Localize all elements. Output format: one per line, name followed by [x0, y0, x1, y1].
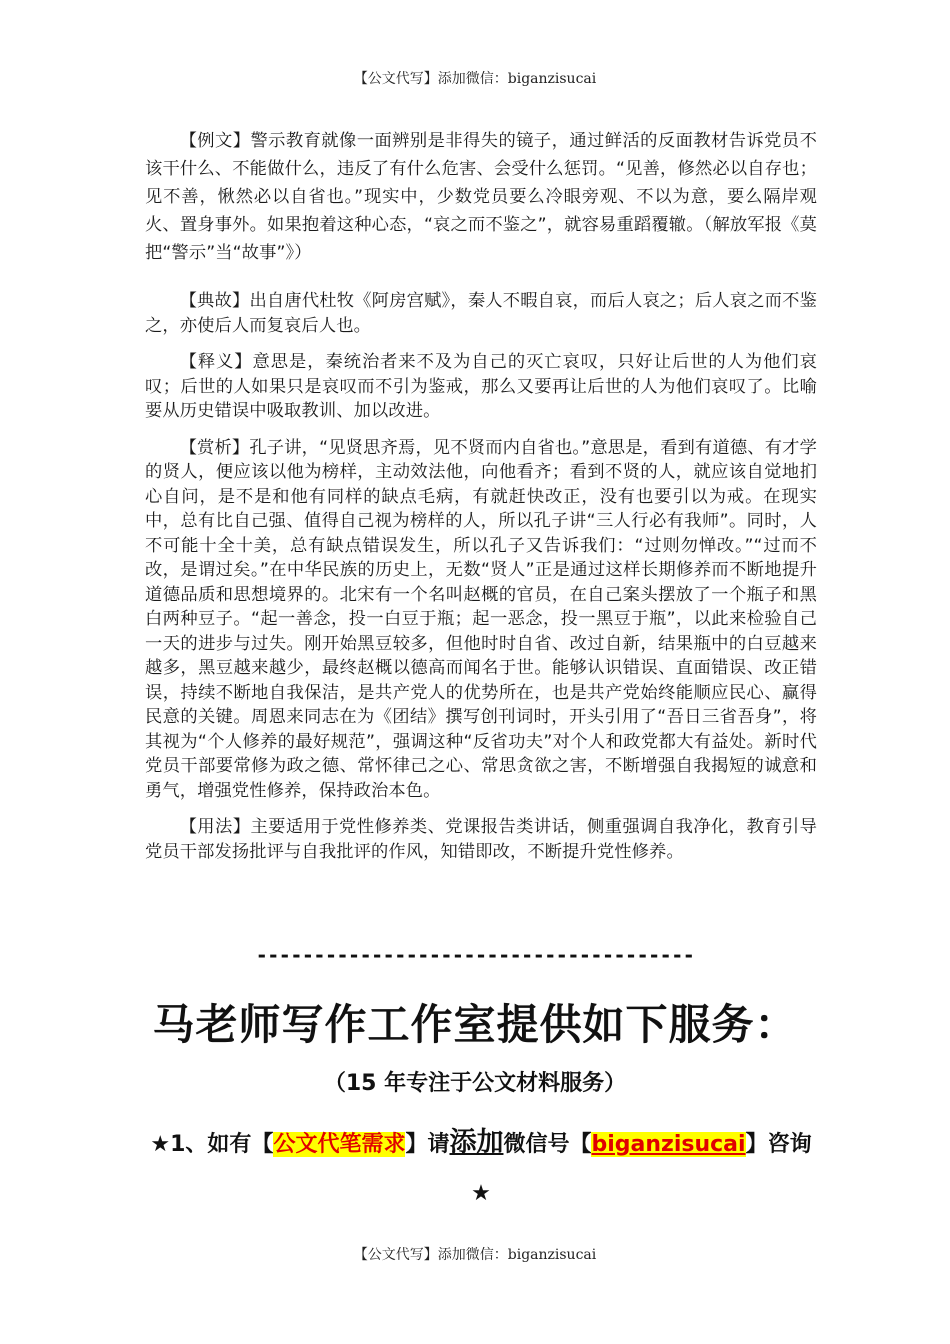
paragraph-analysis: 【赏析】孔子讲，“见贤思齐焉，见不贤而内自省也。”意思是，看到有道德、有才学的贤人，便应该以他为榜样，主动效法他，向他看齐；看到不贤的人，就应该自觉地扪心自问，是不是和他有同样的缺点毛病，有就赶快改正，没有也要引以为戒。在现实中，总有比自己强、值得自己视为榜样的人，所以孔子讲“三人行必有我师”。同时，人不可能十全十美，总有缺点错误发生，所以孔子又告诉我们：“过则勿惮改。”“过而不改，是谓过矣。”在中华民族的历史上，无数“贤人”正是通过这样长期修养而不断地提升道德品质和思想境界的。北宋有一个名叫赵概的官员，在自己案头摆放了一个瓶子和黑白两种豆子。“起一善念，投一白豆于瓶；起一恶念，投一黑豆于瓶”，以此来检验自己一天的进步与过失。刚开始黑豆较多，但他时时自省、改过自新，结果瓶中的白豆越来越多，黑豆越来越少，最终赵概以德高而闻名于世。能够认识错误、直面错误、改正错误，持续不断地自我保洁，是共产党人的优势所在，也是共产党始终能顺应民心、赢得民意的关键。周恩来同志在为《团结》撰写创刊词时，开头引用了“吾日三省吾身”，将其视为“个人修养的最好规范”，强调这种“反省功夫”对个人和政党都大有益处。新时代党员干部要常修为政之德、常怀律己之心、常思贪欲之害，不断增强自我揭短的诚意和勇气，增强党性修养，保持政治本色。	[145, 437, 817, 801]
paragraph-source: 【典故】出自唐代杜牧《阿房宫赋》，秦人不暇自哀，而后人哀之；后人哀之而不鉴之，亦使后人而复哀后人也。	[145, 291, 817, 336]
promo-contact-line	[145, 1118, 817, 1218]
promo-line-suffix: 】咨询★	[471, 1132, 812, 1206]
spacer	[145, 424, 817, 436]
promo-line-prefix: ★1、如有【	[150, 1132, 274, 1157]
promo-line-mid: 】请	[405, 1132, 450, 1157]
document-body	[145, 127, 817, 864]
promo-subtitle: （15 年专注于公文材料服务）	[323, 1071, 627, 1096]
promo-highlight-service: 公文代笔需求	[273, 1132, 406, 1157]
paragraph-usage: 【用法】主要适用于党性修养类、党课报告类讲话，侧重强调自我净化，教育引导党员干部发扬批评与自我批评的作风，知错即改，不断提升党性修养。	[145, 817, 817, 862]
paragraph-meaning: 【释义】意思是，秦统治者来不及为自己的灭亡哀叹，只好让后世的人为他们哀叹；后世的人如果只是哀叹而不引为鉴戒，那么又要再让后世的人为他们哀叹了。比喻要从历史错误中吸取教训、加以改进。	[145, 352, 817, 421]
promo-title: 马老师写作工作室提供如下服务：	[152, 1000, 798, 1049]
promo-line-mid2: 微信号【	[503, 1132, 592, 1157]
page-footer: 【公文代写】添加微信：biganzisucai	[353, 1247, 597, 1263]
section-divider: --------------------------------------	[255, 943, 695, 967]
spacer	[145, 338, 817, 350]
promo-highlight-wechat[interactable]: biganzisucai	[591, 1132, 746, 1157]
page-header: 【公文代写】添加微信：biganzisucai	[353, 71, 597, 87]
spacer	[145, 267, 817, 289]
paragraph-example: 【例文】警示教育就像一面辨别是非得失的镜子，通过鲜活的反面教材告诉党员不该干什么、不能做什么，违反了有什么危害、会受什么惩罚。“见善，修然必以自存也；见不善，愀然必以自省也。”现实中，少数党员要么冷眼旁观、不以为意，要么隔岸观火、置身事外。如果抱着这种心态，“哀之而不鉴之”，就容易重蹈覆辙。（解放军报《莫把“警示”当“故事”》）	[145, 131, 817, 263]
promo-add-word: 添加	[449, 1127, 504, 1158]
spacer	[145, 803, 817, 815]
